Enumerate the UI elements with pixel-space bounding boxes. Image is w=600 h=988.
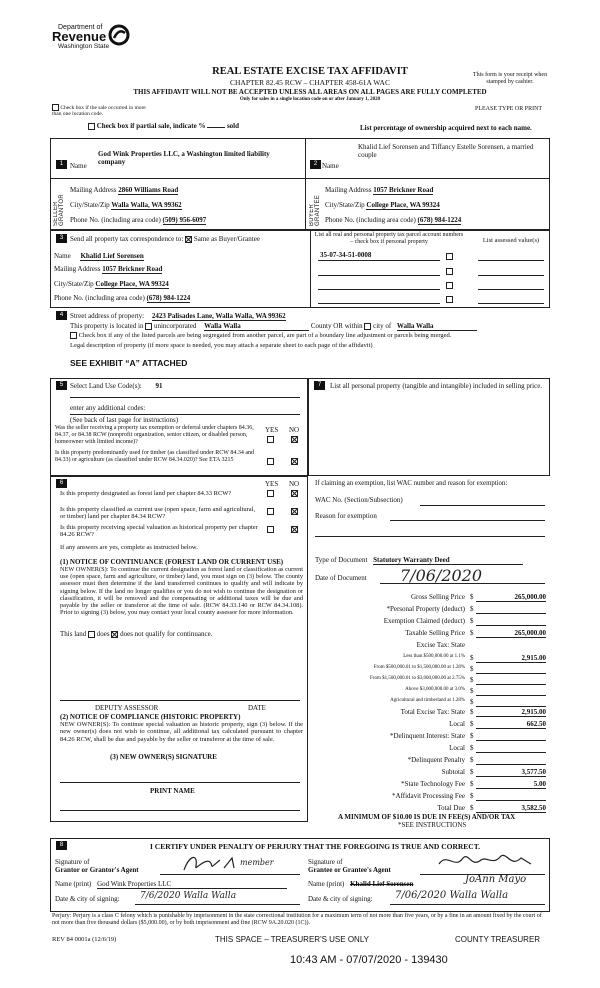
multi-location-checkbox[interactable] <box>52 104 59 111</box>
agency-line1: Department of <box>58 24 103 31</box>
receipt-note: This form is your receipt when stamped by cashier. <box>472 72 548 85</box>
s6-q3-no[interactable] <box>291 526 298 533</box>
s3-mail-row: Mailing Address 1057 Brickner Road <box>54 265 163 273</box>
tax-dollar-b5: $ <box>470 698 474 706</box>
buyer-name[interactable]: Khalid Lief Sorensen and Tiffancy Estelle Sorensen, a married couple <box>358 143 534 160</box>
perjury-note: Perjury: Perjury is a class C felony which is punishable by imprisonment in the state correctional institution for a maximum term of not more than five years, or by a fine in an amount fixed by the court of not more than five thousand dollars ($5,000.00), or by both imprisonment and fine (RCW 9A.20.020 (1C)). <box>52 913 542 926</box>
tax-dollar-tech_label: $ <box>470 780 474 788</box>
seller-tag: SELLER GRANTOR <box>53 194 65 226</box>
reason-row: Reason for exemption <box>315 512 377 520</box>
tax-label-b4: Above $3,000,000.00 at 3.0% <box>405 687 465 692</box>
doc-date[interactable]: 7/06/2020 <box>400 566 483 585</box>
tax-dollar-exemption_label: $ <box>470 617 474 625</box>
seller-phone-row: Phone No. (including area code) (509) 956-6097 <box>70 216 207 224</box>
assessed-head: List assessed value(s) <box>482 237 540 244</box>
section-8-badge: 8 <box>56 841 67 850</box>
agency-line3: Washington State <box>58 43 110 50</box>
agency-line2: Revenue <box>52 29 107 44</box>
s5-yes: YES <box>265 426 279 434</box>
tax-dollar-local_label: $ <box>470 720 474 728</box>
partial-sale-checkbox[interactable] <box>88 123 95 130</box>
street-row: Street address of property: 2423 Palisades Lane, Walla Walla, WA 99362 <box>70 312 286 320</box>
grantor-date[interactable]: 7/6/2020 Walla Walla <box>140 891 237 901</box>
tax-dollar-subtotal_label: $ <box>470 768 474 776</box>
revenue-swirl-icon <box>108 24 130 46</box>
grantee-date-row: Date & city of signing: <box>308 895 373 903</box>
revenue-logo <box>52 24 132 60</box>
tax-dollar-b1: $ <box>470 654 474 662</box>
same-as-buyer-checkbox[interactable] <box>185 236 192 243</box>
section-4-badge: 4 <box>56 311 67 320</box>
tax-value-total_state[interactable]: 2,915.00 <box>521 708 546 716</box>
exhibit-a: SEE EXHIBIT “A” ATTACHED <box>70 358 188 368</box>
treasurer-space: THIS SPACE – TREASURER'S USE ONLY <box>215 935 370 944</box>
s5-q2-no[interactable] <box>291 458 298 465</box>
parcel-head: List all real and personal property tax parcel account numbers – check box if personal property <box>314 232 464 245</box>
doc-type-row: Type of Document Statutory Warranty Deed <box>315 556 523 565</box>
tax-dollar-taxable_label: $ <box>470 629 474 637</box>
section-1-badge: 1 <box>56 160 67 169</box>
s6-q2-no[interactable] <box>291 508 298 515</box>
s3-city[interactable]: College Place, WA 99324 <box>95 280 169 288</box>
rev-number: REV 84 0001a (12/6/19) <box>52 936 117 943</box>
seller-name-label: Name <box>70 162 87 170</box>
seller-mail-row: Mailing Address 2860 Williams Road <box>70 186 179 194</box>
parcel-3-checkbox[interactable] <box>446 282 453 289</box>
certify-statement: I CERTIFY UNDER PENALTY OF PERJURY THAT THE FOREGOING IS TRUE AND CORRECT. <box>150 842 481 851</box>
city-of-checkbox[interactable] <box>364 323 371 330</box>
section-3-badge: 3 <box>56 234 67 243</box>
s6-q2-yes[interactable] <box>267 508 274 515</box>
tax-dollar-proc_label: $ <box>470 792 474 800</box>
check-multi: Check box if the sale occurred in more than one location code. <box>52 104 146 118</box>
street-address[interactable]: 2423 Palisades Lane, Walla Walla, WA 99362 <box>151 312 286 320</box>
list-percentage: List percentage of ownership acquired next to each name. <box>360 124 532 132</box>
grantor-sig-role: member <box>240 858 274 867</box>
grantee-signature[interactable] <box>435 850 545 872</box>
tax-label-due_label: Total Due <box>437 804 465 812</box>
doc-date-label: Date of Document <box>315 574 367 582</box>
minimum-note: A MINIMUM OF $10.00 IS DUE IN FEE(S) AND/OR TAX <box>338 813 516 821</box>
tax-value-taxable[interactable]: 265,000.00 <box>514 629 546 637</box>
grantee-name[interactable]: Khalid Lief Sorensen <box>350 880 414 888</box>
buyer-tag: BUYER GRANTEE <box>309 194 321 226</box>
form-subtitle: CHAPTER 82.45 RCW – CHAPTER 458-61A WAC <box>230 78 390 87</box>
land-use-row: Select Land Use Code(s): 91 <box>70 382 163 390</box>
this-land-row: This land does does not qualify for continuance. <box>60 630 213 638</box>
s6-yes: YES <box>265 480 279 488</box>
tax-dollar-total_state_label: $ <box>470 708 474 716</box>
notice-2-title: (2) NOTICE OF COMPLIANCE (HISTORIC PROPERTY) <box>60 713 241 721</box>
only-for-note: Only for sales in a single location code on or after January 1, 2020 <box>239 97 381 102</box>
tax-value-due[interactable]: 3,582.50 <box>521 804 546 812</box>
seller-city[interactable]: Walla Walla, WA 99362 <box>111 201 182 209</box>
notice-1-text: NEW OWNER(S): To continue the current designation as forest land or classification as current use (open space, farm and agriculture, or timber) land, you must sign on (3) below. The county assessor must then determine if the land transferred continues to qualify and will indicate by signing below. If the land no longer qualifies or you do not wish to continue the designation or classification, it will be removed and the compensating or additional taxes will be due and payable by the seller or transferor at the time of sale. (RCW 84.33.140 or RCW 84.34.108). Prior to signing (3) below, you may contact your local county assessor for more information. <box>60 566 303 617</box>
tax-value-subtotal[interactable]: 3,577.50 <box>521 768 546 776</box>
send-correspondence: Send all property tax correspondence to: Same as Buyer/Grantee <box>70 235 260 243</box>
tax-label-tech_label: *State Technology Fee <box>401 780 465 788</box>
tax-dollar-del_local_label: $ <box>470 744 474 752</box>
buyer-mail-row: Mailing Address 1057 Brickner Road <box>325 186 434 194</box>
legal-description: Legal description of property (if more space is needed, you may attach a separate sheet to each page of the affidavit) <box>70 342 373 349</box>
additional-codes: enter any additional codes: <box>70 404 146 412</box>
section-5-badge: 5 <box>56 381 67 390</box>
s6-q1-yes[interactable] <box>267 490 274 497</box>
form-title: REAL ESTATE EXCISE TAX AFFIDAVIT <box>212 66 408 77</box>
see-back: (See back of last page for instructions) <box>70 416 179 424</box>
tax-label-excise_state: Excise Tax: State <box>416 641 465 649</box>
tax-label-local_label: Local <box>449 720 465 728</box>
tax-label-b1: Less than $500,000.00 at 1.1% <box>403 654 465 659</box>
print-name: PRINT NAME <box>150 787 195 795</box>
tax-dollar-b4: $ <box>470 687 474 695</box>
new-owner-signature: (3) NEW OWNER(S) SIGNATURE <box>110 753 217 761</box>
recording-stamp: 10:43 AM - 07/07/2020 - 139430 <box>290 954 448 966</box>
land-use-code[interactable]: 91 <box>155 382 163 390</box>
s5-no: NO <box>289 426 300 434</box>
s6-q3: Is this property receiving special valuation as historical property per chapter 84.26 RCW? <box>60 524 258 539</box>
seller-city-row: City/State/Zip Walla Walla, WA 99362 <box>70 201 182 209</box>
check-partial: Check box if partial sale, indicate % sold <box>88 122 239 130</box>
grantor-name[interactable]: God Wink Properties LLC <box>97 880 287 889</box>
located-row: This property is located in unincorporated Walla Walla County OR within city of Walla Walla <box>70 322 477 331</box>
segregated-checkbox[interactable] <box>70 332 77 339</box>
tax-label-b5: Agricultural and timberland at 1.28% <box>390 698 465 703</box>
see-instructions: *SEE INSTRUCTIONS <box>398 821 467 829</box>
tax-value-b1v[interactable]: 2,915.00 <box>521 654 546 662</box>
segregated-row: Check box if any of the listed parcels are being segregated from another parcel, are part of a boundary line adjustment or parcels being merged. <box>70 332 451 339</box>
tax-label-proc_label: *Affidavit Processing Fee <box>392 792 465 800</box>
buyer-city-row: City/State/Zip College Place, WA 99324 <box>325 201 440 209</box>
doc-type[interactable]: Statutory Warranty Deed <box>373 556 523 565</box>
grantee-sig-label: Signature of Grantee or Grantee's Agent <box>308 858 391 875</box>
s3-phone-row: Phone No. (including area code) (678) 984-1224 <box>54 294 191 302</box>
s3-mail[interactable]: 1057 Brickner Road <box>102 265 163 273</box>
notice-2-text: NEW OWNER(S): To continue special valuation as historic property, sign (3) below. If the new owner(s) does not wish to continue, all additional tax calculated pursuant to chapter 84.26 RCW, shall be due and payable by the seller or transferor at the time of sale. <box>60 721 303 743</box>
seller-mail[interactable]: 2860 Williams Road <box>118 186 179 194</box>
buyer-name-label: Name <box>322 162 339 170</box>
s5-q1-no[interactable] <box>291 436 298 443</box>
county-treasurer: COUNTY TREASURER <box>455 935 541 944</box>
tax-label-exemption_label: Exemption Claimed (deduct) <box>383 617 465 625</box>
s6-q4: If any answers are yes, complete as instructed below. <box>60 544 198 551</box>
tax-value-tech[interactable]: 5.00 <box>533 780 546 788</box>
tax-dollar-del_pen_label: $ <box>470 756 474 764</box>
tax-label-subtotal_label: Subtotal <box>441 768 465 776</box>
s6-q3-yes[interactable] <box>267 526 274 533</box>
s3-name[interactable]: Khalid Lief Sorensen <box>80 252 144 260</box>
wac-row: WAC No. (Section/Subsection) <box>315 496 403 504</box>
personal-property-text: List all personal property (tangible and intangible) included in selling price. <box>330 382 543 390</box>
s5-q1-yes[interactable] <box>267 436 274 443</box>
grantee-name-hw[interactable]: JoAnn Mayo <box>465 874 527 885</box>
exemption-head: If claiming an exemption, list WAC number and reason for exemption: <box>315 480 508 487</box>
seller-phone[interactable]: (509) 956-6097 <box>162 216 207 224</box>
deputy-assessor: DEPUTY ASSESSOR <box>95 704 159 712</box>
section-7-badge: 7 <box>314 381 325 390</box>
s6-q1-no[interactable] <box>291 490 298 497</box>
grantee-date[interactable]: 7/06/2020 Walla Walla <box>395 890 509 901</box>
tax-dollar-b2: $ <box>470 665 474 673</box>
notice-1-title: (1) NOTICE OF CONTINUANCE (FOREST LAND OR CURRENT USE) <box>60 558 284 566</box>
please-type: PLEASE TYPE OR PRINT <box>475 106 543 112</box>
s6-q1: Is this property designated as forest land per chapter 84.33 RCW? <box>60 490 232 497</box>
section-7-box <box>308 378 550 476</box>
tax-label-b3: From $1,500,000.01 to $3,000,000.00 at 2.75% <box>370 676 465 681</box>
tax-value-local[interactable]: 662.50 <box>526 720 546 728</box>
grantor-name-row: Name (print) God Wink Properties LLC <box>55 880 287 889</box>
parcel-2-checkbox[interactable] <box>446 268 453 275</box>
deputy-date: DATE <box>248 704 266 712</box>
tax-dollar-personal_label: $ <box>470 605 474 613</box>
parcel-4-checkbox[interactable] <box>446 296 453 303</box>
grantee-name-row: Name (print) Khalid Lief Sorensen <box>308 880 414 888</box>
unincorporated-checkbox[interactable] <box>145 323 152 330</box>
tax-label-total_state_label: Total Excise Tax: State <box>400 708 465 716</box>
tax-dollar-del_state_label: $ <box>470 732 474 740</box>
parcel-number[interactable]: 35-07-34-51-0008 <box>320 251 372 259</box>
section-2-badge: 2 <box>310 160 321 169</box>
tax-label-personal_label: *Personal Property (deduct) <box>386 605 465 613</box>
buyer-phone[interactable]: (678) 984-1224 <box>417 216 462 224</box>
buyer-mail[interactable]: 1057 Brickner Road <box>373 186 434 194</box>
s3-name-row: Name Khalid Lief Sorensen <box>54 252 144 260</box>
tax-dollar-b3: $ <box>470 676 474 684</box>
s5-q1: Was the seller receiving a property tax exemption or deferral under chapters 84.36, 84.37, or 84.38 RCW (nonprofit organization, senior citizen, or disabled person, homeowner with limited income)? <box>55 425 254 445</box>
s5-q2: Is this property predominantly used for timber (as classified under RCW 84.34 and 84.33) or agriculture (as classified under RCW 84.34.020)? See ETA 3215 <box>55 450 255 463</box>
tax-value-gross[interactable]: 265,000.00 <box>514 593 546 601</box>
does-not-checkbox[interactable] <box>111 631 118 638</box>
tax-dollar-gross_label: $ <box>470 593 474 601</box>
tax-label-del_state_label: *Delinquent Interest: State <box>389 732 465 740</box>
buyer-phone-row: Phone No. (including area code) (678) 984-1224 <box>325 216 462 224</box>
s3-phone[interactable]: (678) 984-1224 <box>146 294 191 302</box>
section-6-badge: 6 <box>56 479 67 488</box>
s5-q2-yes[interactable] <box>267 458 274 465</box>
tax-dollar-due_label: $ <box>470 804 474 812</box>
s6-no: NO <box>289 480 300 488</box>
tax-label-b2: From $500,000.01 to $1,500,000.00 at 1.28% <box>373 665 465 670</box>
form-warning: THIS AFFIDAVIT WILL NOT BE ACCEPTED UNLESS ALL AREAS ON ALL PAGES ARE FULLY COMPLETED <box>133 88 487 96</box>
does-checkbox[interactable] <box>88 631 95 638</box>
grantor-date-row: Date & city of signing: <box>55 895 120 903</box>
s3-city-row: City/State/Zip College Place, WA 99324 <box>54 280 169 288</box>
tax-label-gross_label: Gross Selling Price <box>410 593 465 601</box>
s6-q2: Is this property classified as current use (open space, farm and agricultural, or timber) land per chapter 84.34 RCW? <box>60 506 256 521</box>
buyer-city[interactable]: College Place, WA 99324 <box>366 201 440 209</box>
tax-label-del_local_label: Local <box>449 744 465 752</box>
tax-label-del_pen_label: *Delinquent Penalty <box>407 756 465 764</box>
grantor-sig-label: Signature of Grantor or Grantor's Agent <box>55 858 139 875</box>
parcel-1-checkbox[interactable] <box>446 253 453 260</box>
tax-label-taxable_label: Taxable Selling Price <box>405 629 465 637</box>
seller-name[interactable]: God Wink Properties LLC, a Washington limited liability company <box>98 150 270 167</box>
